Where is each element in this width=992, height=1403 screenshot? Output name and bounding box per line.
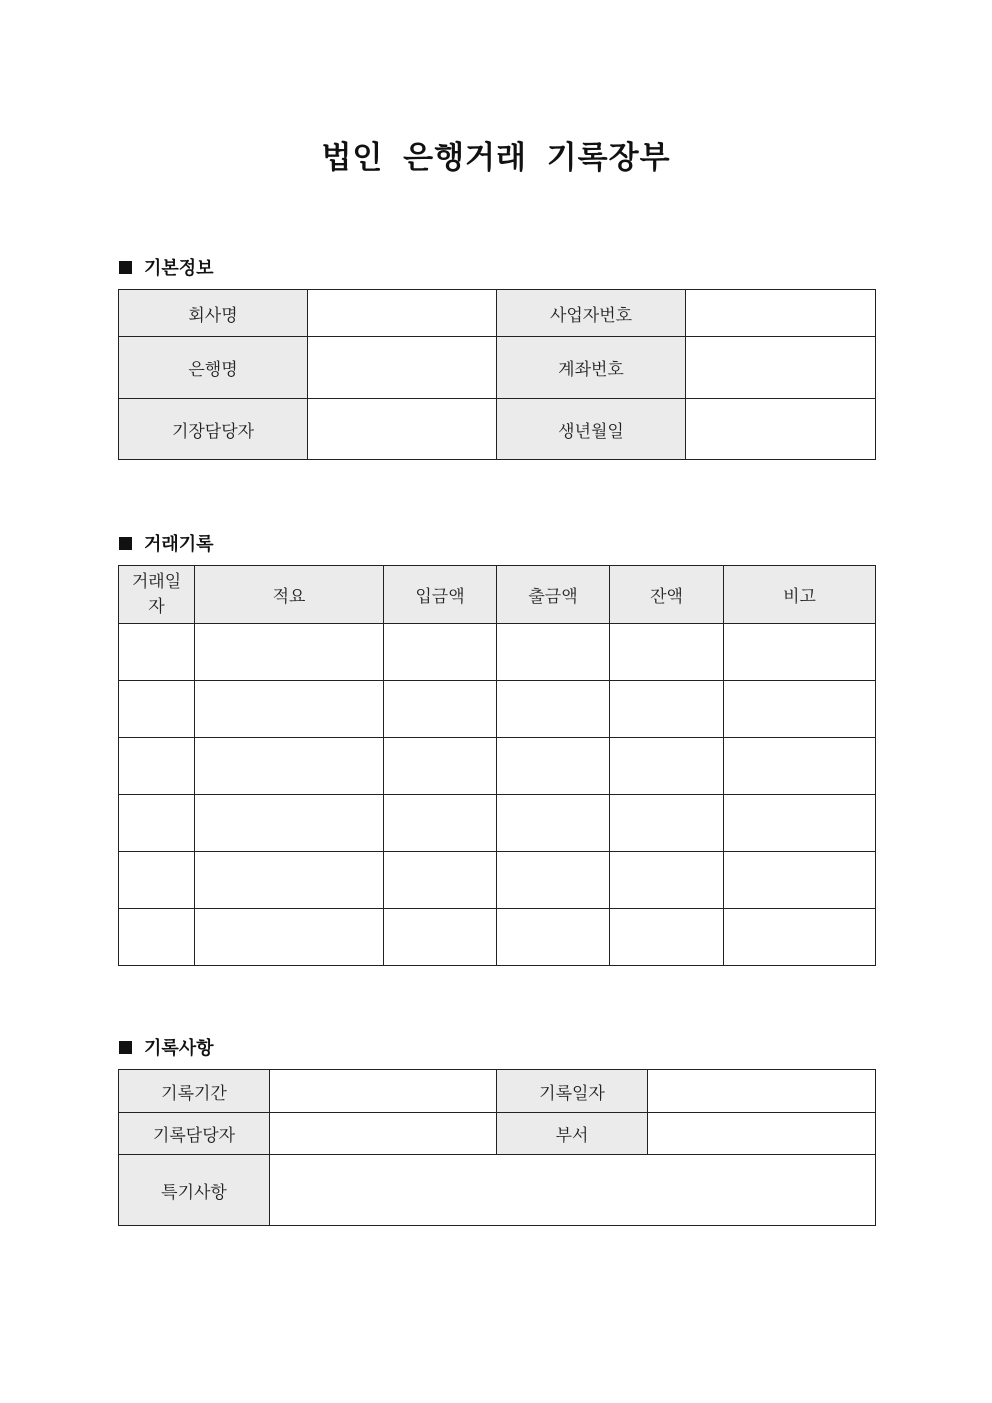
note-cell[interactable] xyxy=(724,624,876,681)
column-header-description: 적요 xyxy=(195,566,384,624)
record-date-field[interactable] xyxy=(648,1070,876,1113)
description-cell[interactable] xyxy=(195,852,384,909)
record-notes-table xyxy=(118,1069,876,1226)
record-notes-row xyxy=(119,1155,876,1226)
balance-cell[interactable] xyxy=(610,624,724,681)
balance-cell[interactable] xyxy=(610,738,724,795)
deposit-cell[interactable] xyxy=(384,681,497,738)
description-cell[interactable] xyxy=(195,624,384,681)
withdrawal-cell[interactable] xyxy=(497,738,610,795)
date-cell[interactable] xyxy=(119,909,195,966)
date-cell[interactable] xyxy=(119,852,195,909)
record-period-label: 기록기간 xyxy=(119,1070,270,1113)
column-header-date: 거래일자 xyxy=(119,566,195,624)
transactions-heading xyxy=(119,530,214,556)
remarks-label: 특기사항 xyxy=(119,1155,270,1226)
company-name-label: 회사명 xyxy=(119,290,308,337)
business-number-label: 사업자번호 xyxy=(497,290,686,337)
bank-name-label: 은행명 xyxy=(119,337,308,399)
deposit-cell[interactable] xyxy=(384,795,497,852)
balance-cell[interactable] xyxy=(610,909,724,966)
table-row xyxy=(119,795,876,852)
record-notes-heading-label: 기록사항 xyxy=(144,1038,214,1059)
withdrawal-cell[interactable] xyxy=(497,852,610,909)
bookkeeper-field[interactable] xyxy=(308,399,497,460)
birth-date-field[interactable] xyxy=(686,399,876,460)
transactions-body xyxy=(119,624,876,966)
record-notes-row xyxy=(119,1113,876,1155)
column-header-balance: 잔액 xyxy=(610,566,724,624)
deposit-cell[interactable] xyxy=(384,624,497,681)
table-row xyxy=(119,624,876,681)
bookkeeper-label: 기장담당자 xyxy=(119,399,308,460)
withdrawal-cell[interactable] xyxy=(497,909,610,966)
date-cell[interactable] xyxy=(119,681,195,738)
record-period-field[interactable] xyxy=(270,1070,497,1113)
note-cell[interactable] xyxy=(724,909,876,966)
square-bullet-icon xyxy=(119,261,132,274)
basic-info-row xyxy=(119,337,876,399)
table-row xyxy=(119,681,876,738)
balance-cell[interactable] xyxy=(610,681,724,738)
remarks-field[interactable] xyxy=(270,1155,876,1226)
record-manager-field[interactable] xyxy=(270,1113,497,1155)
column-header-withdrawal: 출금액 xyxy=(497,566,610,624)
square-bullet-icon xyxy=(119,537,132,550)
document-title: 법인 은행거래 기록장부 xyxy=(321,140,671,176)
basic-info-heading xyxy=(119,254,214,280)
bank-name-field[interactable] xyxy=(308,337,497,399)
date-cell[interactable] xyxy=(119,624,195,681)
record-notes-heading xyxy=(119,1034,214,1060)
note-cell[interactable] xyxy=(724,681,876,738)
withdrawal-cell[interactable] xyxy=(497,681,610,738)
basic-info-table xyxy=(118,289,876,460)
note-cell[interactable] xyxy=(724,738,876,795)
record-notes-row xyxy=(119,1070,876,1113)
record-manager-label: 기록담당자 xyxy=(119,1113,270,1155)
note-cell[interactable] xyxy=(724,852,876,909)
table-header-row xyxy=(119,566,876,624)
department-field[interactable] xyxy=(648,1113,876,1155)
table-row xyxy=(119,909,876,966)
withdrawal-cell[interactable] xyxy=(497,795,610,852)
balance-cell[interactable] xyxy=(610,795,724,852)
basic-info-heading-label: 기본정보 xyxy=(144,258,214,279)
deposit-cell[interactable] xyxy=(384,909,497,966)
account-number-label: 계좌번호 xyxy=(497,337,686,399)
company-name-field[interactable] xyxy=(308,290,497,337)
date-cell[interactable] xyxy=(119,738,195,795)
basic-info-row xyxy=(119,399,876,460)
date-cell[interactable] xyxy=(119,795,195,852)
transactions-heading-label: 거래기록 xyxy=(144,534,214,555)
description-cell[interactable] xyxy=(195,681,384,738)
description-cell[interactable] xyxy=(195,909,384,966)
record-date-label: 기록일자 xyxy=(497,1070,648,1113)
balance-cell[interactable] xyxy=(610,852,724,909)
account-number-field[interactable] xyxy=(686,337,876,399)
table-row xyxy=(119,738,876,795)
column-header-deposit: 입금액 xyxy=(384,566,497,624)
deposit-cell[interactable] xyxy=(384,852,497,909)
deposit-cell[interactable] xyxy=(384,738,497,795)
birth-date-label: 생년월일 xyxy=(497,399,686,460)
department-label: 부서 xyxy=(497,1113,648,1155)
table-row xyxy=(119,852,876,909)
business-number-field[interactable] xyxy=(686,290,876,337)
note-cell[interactable] xyxy=(724,795,876,852)
transactions-table xyxy=(118,565,876,966)
basic-info-row xyxy=(119,290,876,337)
description-cell[interactable] xyxy=(195,738,384,795)
description-cell[interactable] xyxy=(195,795,384,852)
withdrawal-cell[interactable] xyxy=(497,624,610,681)
column-header-note: 비고 xyxy=(724,566,876,624)
square-bullet-icon xyxy=(119,1041,132,1054)
